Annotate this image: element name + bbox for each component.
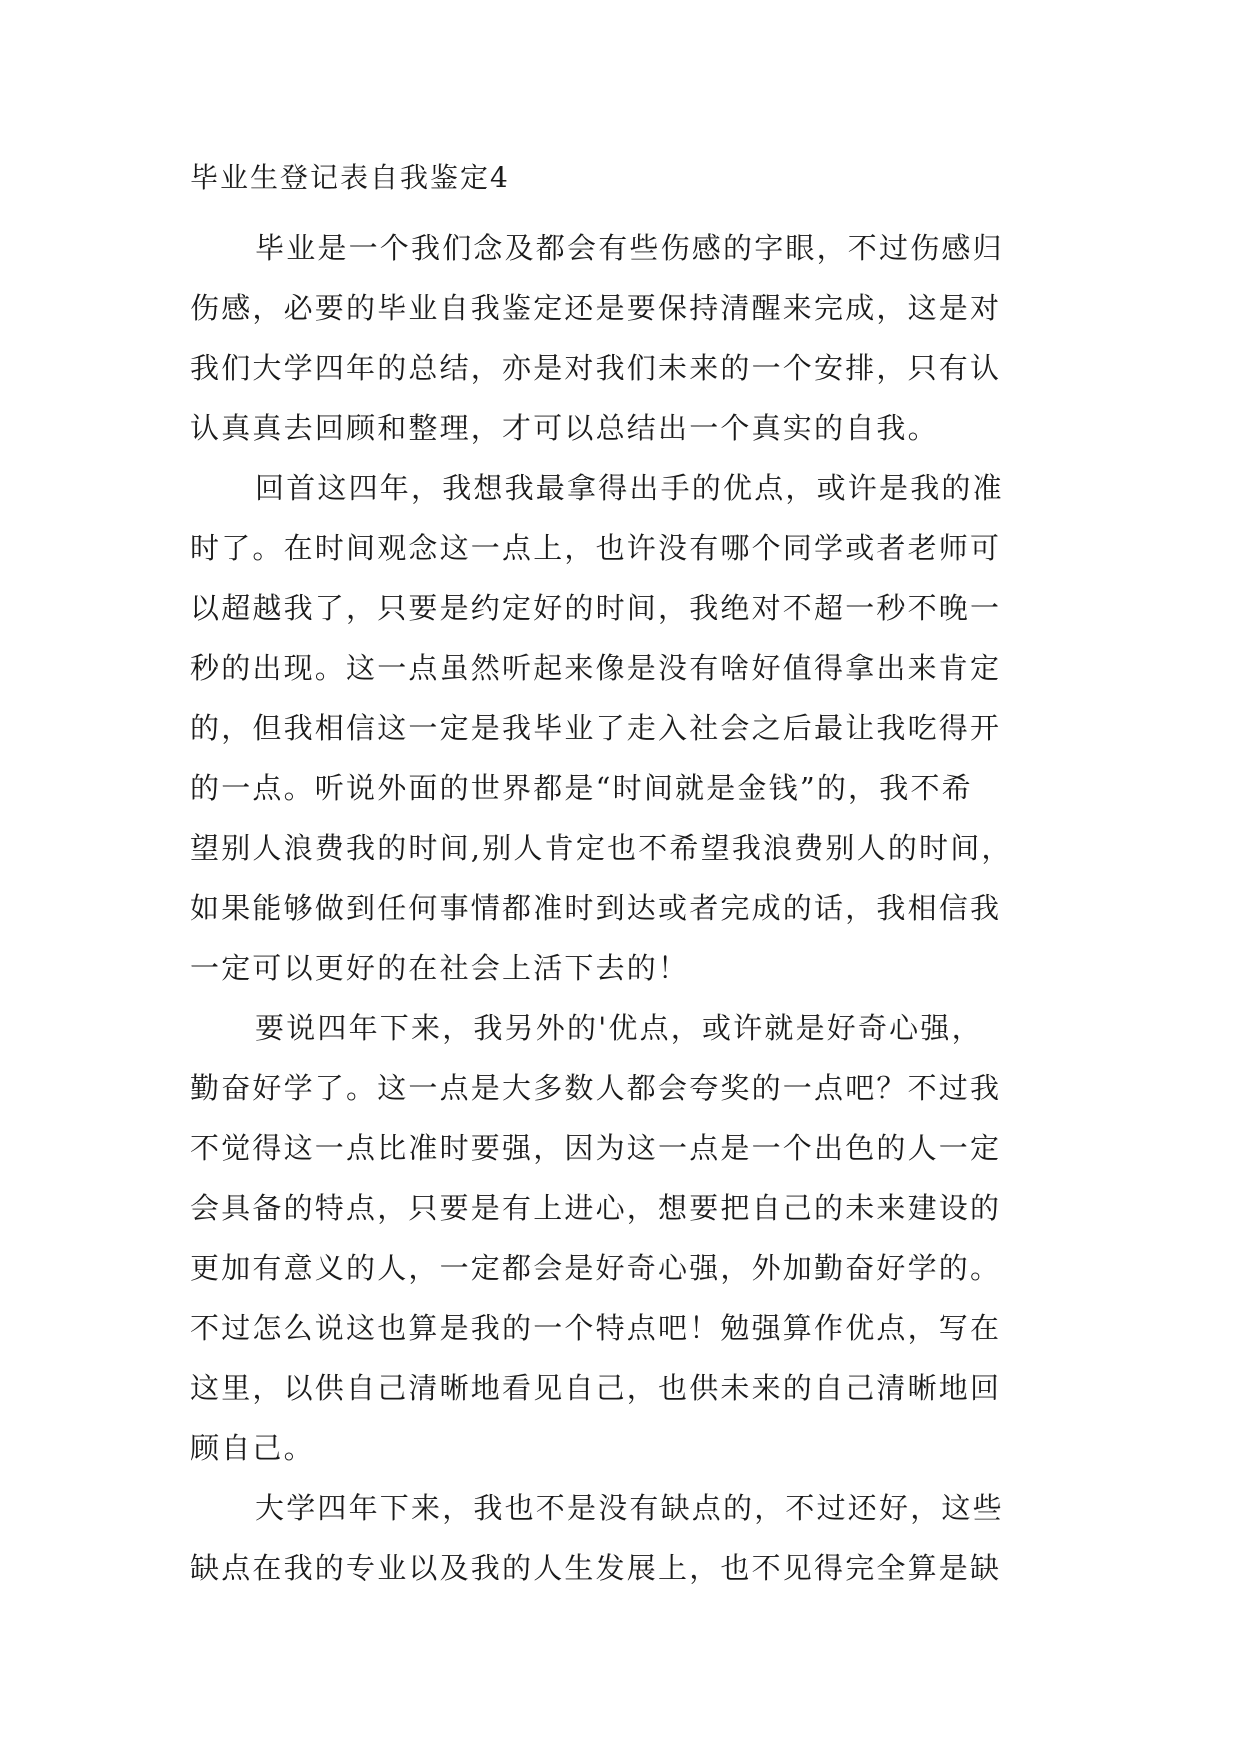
text-line: 大学四年下来，我也不是没有缺点的，不过还好，这些 [255, 1491, 1004, 1525]
text-line: 缺点在我的专业以及我的人生发展上，也不见得完全算是缺 [190, 1551, 1002, 1585]
text-line: 的一点。听说外面的世界都是“时间就是金钱”的，我不希 [190, 771, 973, 805]
text-line: 会具备的特点，只要是有上进心，想要把自己的未来建设的 [190, 1191, 1002, 1225]
document-title: 毕业生登记表自我鉴定4 [190, 161, 510, 194]
text-line: 不过怎么说这也算是我的一个特点吧！勉强算作优点，写在 [190, 1311, 1002, 1345]
text-line: 如果能够做到任何事情都准时到达或者完成的话，我相信我 [190, 891, 1002, 925]
document-body [190, 218, 1060, 1598]
text-line: 秒的出现。这一点虽然听起来像是没有啥好值得拿出来肯定 [190, 651, 1002, 685]
text-line: 毕业是一个我们念及都会有些伤感的字眼，不过伤感归 [255, 231, 1004, 265]
text-line: 伤感，必要的毕业自我鉴定还是要保持清醒来完成，这是对 [190, 291, 1002, 325]
text-line: 的，但我相信这一定是我毕业了走入社会之后最让我吃得开 [190, 711, 1002, 745]
text-line: 这里，以供自己清晰地看见自己，也供未来的自己清晰地回 [190, 1371, 1002, 1405]
text-line: 勤奋好学了。这一点是大多数人都会夸奖的一点吧？不过我 [190, 1071, 1002, 1105]
text-line: 不觉得这一点比准时要强，因为这一点是一个出色的人一定 [190, 1131, 1002, 1165]
text-line: 以超越我了，只要是约定好的时间，我绝对不超一秒不晚一 [190, 591, 1002, 625]
text-line: 要说四年下来，我另外的'优点，或许就是好奇心强， [255, 1011, 983, 1045]
text-line: 认真真去回顾和整理，才可以总结出一个真实的自我。 [190, 411, 939, 445]
text-line: 回首这四年，我想我最拿得出手的优点，或许是我的准 [255, 471, 1004, 505]
text-line: 更加有意义的人，一定都会是好奇心强，外加勤奋好学的。 [190, 1251, 1002, 1285]
text-line: 时了。在时间观念这一点上，也许没有哪个同学或者老师可 [190, 531, 1002, 565]
text-line: 顾自己。 [190, 1431, 315, 1465]
text-line: 我们大学四年的总结，亦是对我们未来的一个安排，只有认 [190, 351, 1002, 385]
text-line: 望别人浪费我的时间,别人肯定也不希望我浪费别人的时间， [190, 831, 1013, 865]
text-line: 一定可以更好的在社会上活下去的！ [190, 951, 690, 985]
